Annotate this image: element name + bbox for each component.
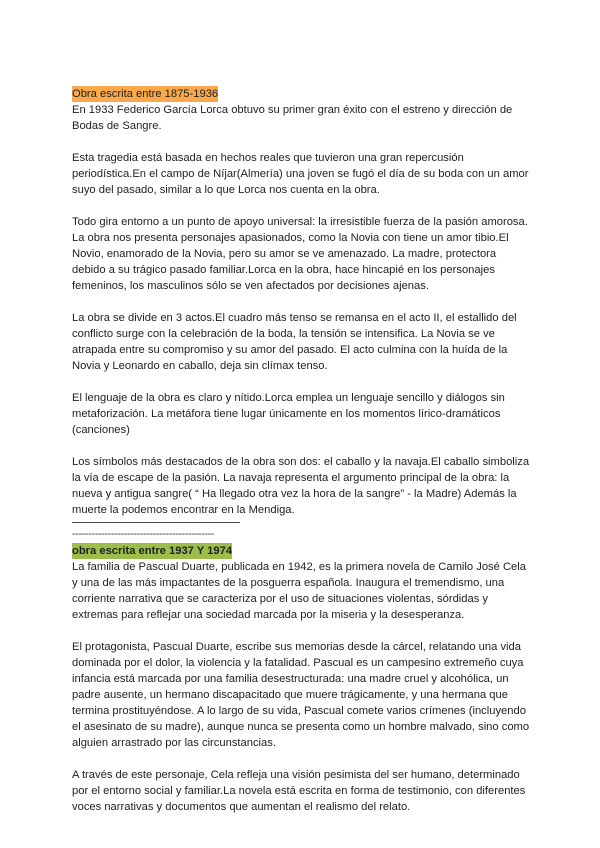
section-2-heading: obra escrita entre 1937 Y 1974 [72, 545, 233, 557]
section-2-paragraph: El protagonista, Pascual Duarte, escribe sus memorias desde la cárcel, relatando una vida dominada por el dolor, la violencia y la fatalidad. Pascual es un campesino extremeño cuya infancia está marcada por una familia desestructurada: una madre cruel y alcohólica, un padre ausente, un hermano discapacitado que muere trágicamente, y una hermana que termina prostituyéndose. A lo largo de su vida, Pascual comete varios crímenes (incluyendo el asesinato de su madre), aunque nunca se presenta como un hombre malvado, sino como alguien arrastrado por las circunstancias. [72, 641, 530, 749]
section-1-paragraph: Esta tragedia está basada en hechos reales que tuvieron una gran repercusión periodística.En el campo de Níjar(Almería) una joven se fugó el día de su boda con un amor suyo del pasado, similar a lo que Lorca nos cuenta en la obra. [72, 152, 529, 196]
section-1-heading: Obra escrita entre 1875-1936 [72, 88, 219, 100]
section-1-paragraph: Los símbolos más destacados de la obra son dos: el caballo y la navaja.El caballo simboliza la vía de escape de la pasión. La navaja representa el argumento principal de la obra: la nueva y antigua sangre( “ Ha llegado otra vez la hora de la sangre” - la Madre) Además la muerte la podemos encontrar en la Mendiga. [72, 456, 530, 516]
section-2-paragraph: La familia de Pascual Duarte, publicada en 1942, es la primera novela de Camilo José Cela y una de las más impactantes de la posguerra española. Inaugura el tremendismo, una corriente narrativa que se caracteriza por el uso de situaciones violentas, sórdidas y extremas para reflejar una sociedad marcada por la miseria y la desesperanza. [72, 561, 526, 621]
horizontal-rule [72, 522, 240, 523]
section-1 [72, 86, 530, 518]
section-1-paragraph: La obra se divide en 3 actos.El cuadro más tenso se remansa en el acto II, el estallido del conflicto surge con la celebración de la boda, la tensión se intensifica. La Novia se ve atrapada entre su compromiso y su amor del pasado. El acto culmina con la huída de la Novia y Leonardo en caballo, deja sin clímax tenso. [72, 312, 517, 372]
section-1-paragraph: Todo gira entorno a un punto de apoyo universal: la irresistible fuerza de la pasión amorosa. La obra nos presenta personajes apasionados, como la Novia con tiene un amor tibio.El Novio, enamorado de la Novia, pero su amor se ve amenazado. La madre, protectora debido a su trágico pasado familiar.Lorca en la obra, hace hincapié en los personajes femeninos, los masculinos sólo se ven afectados por decisiones ajenas. [72, 216, 528, 292]
section-1-paragraph: En 1933 Federico García Lorca obtuvo su primer gran éxito con el estreno y dirección de Bodas de Sangre. [72, 104, 513, 132]
section-2 [72, 543, 530, 815]
section-2-paragraph: A través de este personaje, Cela refleja una visión pesimista del ser humano, determinado por el entorno social y familiar.La novela está escrita en forma de testimonio, con diferentes voces narrativas y documentos que aumentan el realismo del relato. [72, 769, 526, 813]
section-1-paragraph: El lenguaje de la obra es claro y nítido.Lorca emplea un lenguaje sencillo y diálogos sin metaforización. La metáfora tiene lugar únicamente en los momentos lírico-dramáticos (canciones) [72, 392, 505, 436]
dashed-separator: -------------------------------------------- [72, 528, 214, 540]
